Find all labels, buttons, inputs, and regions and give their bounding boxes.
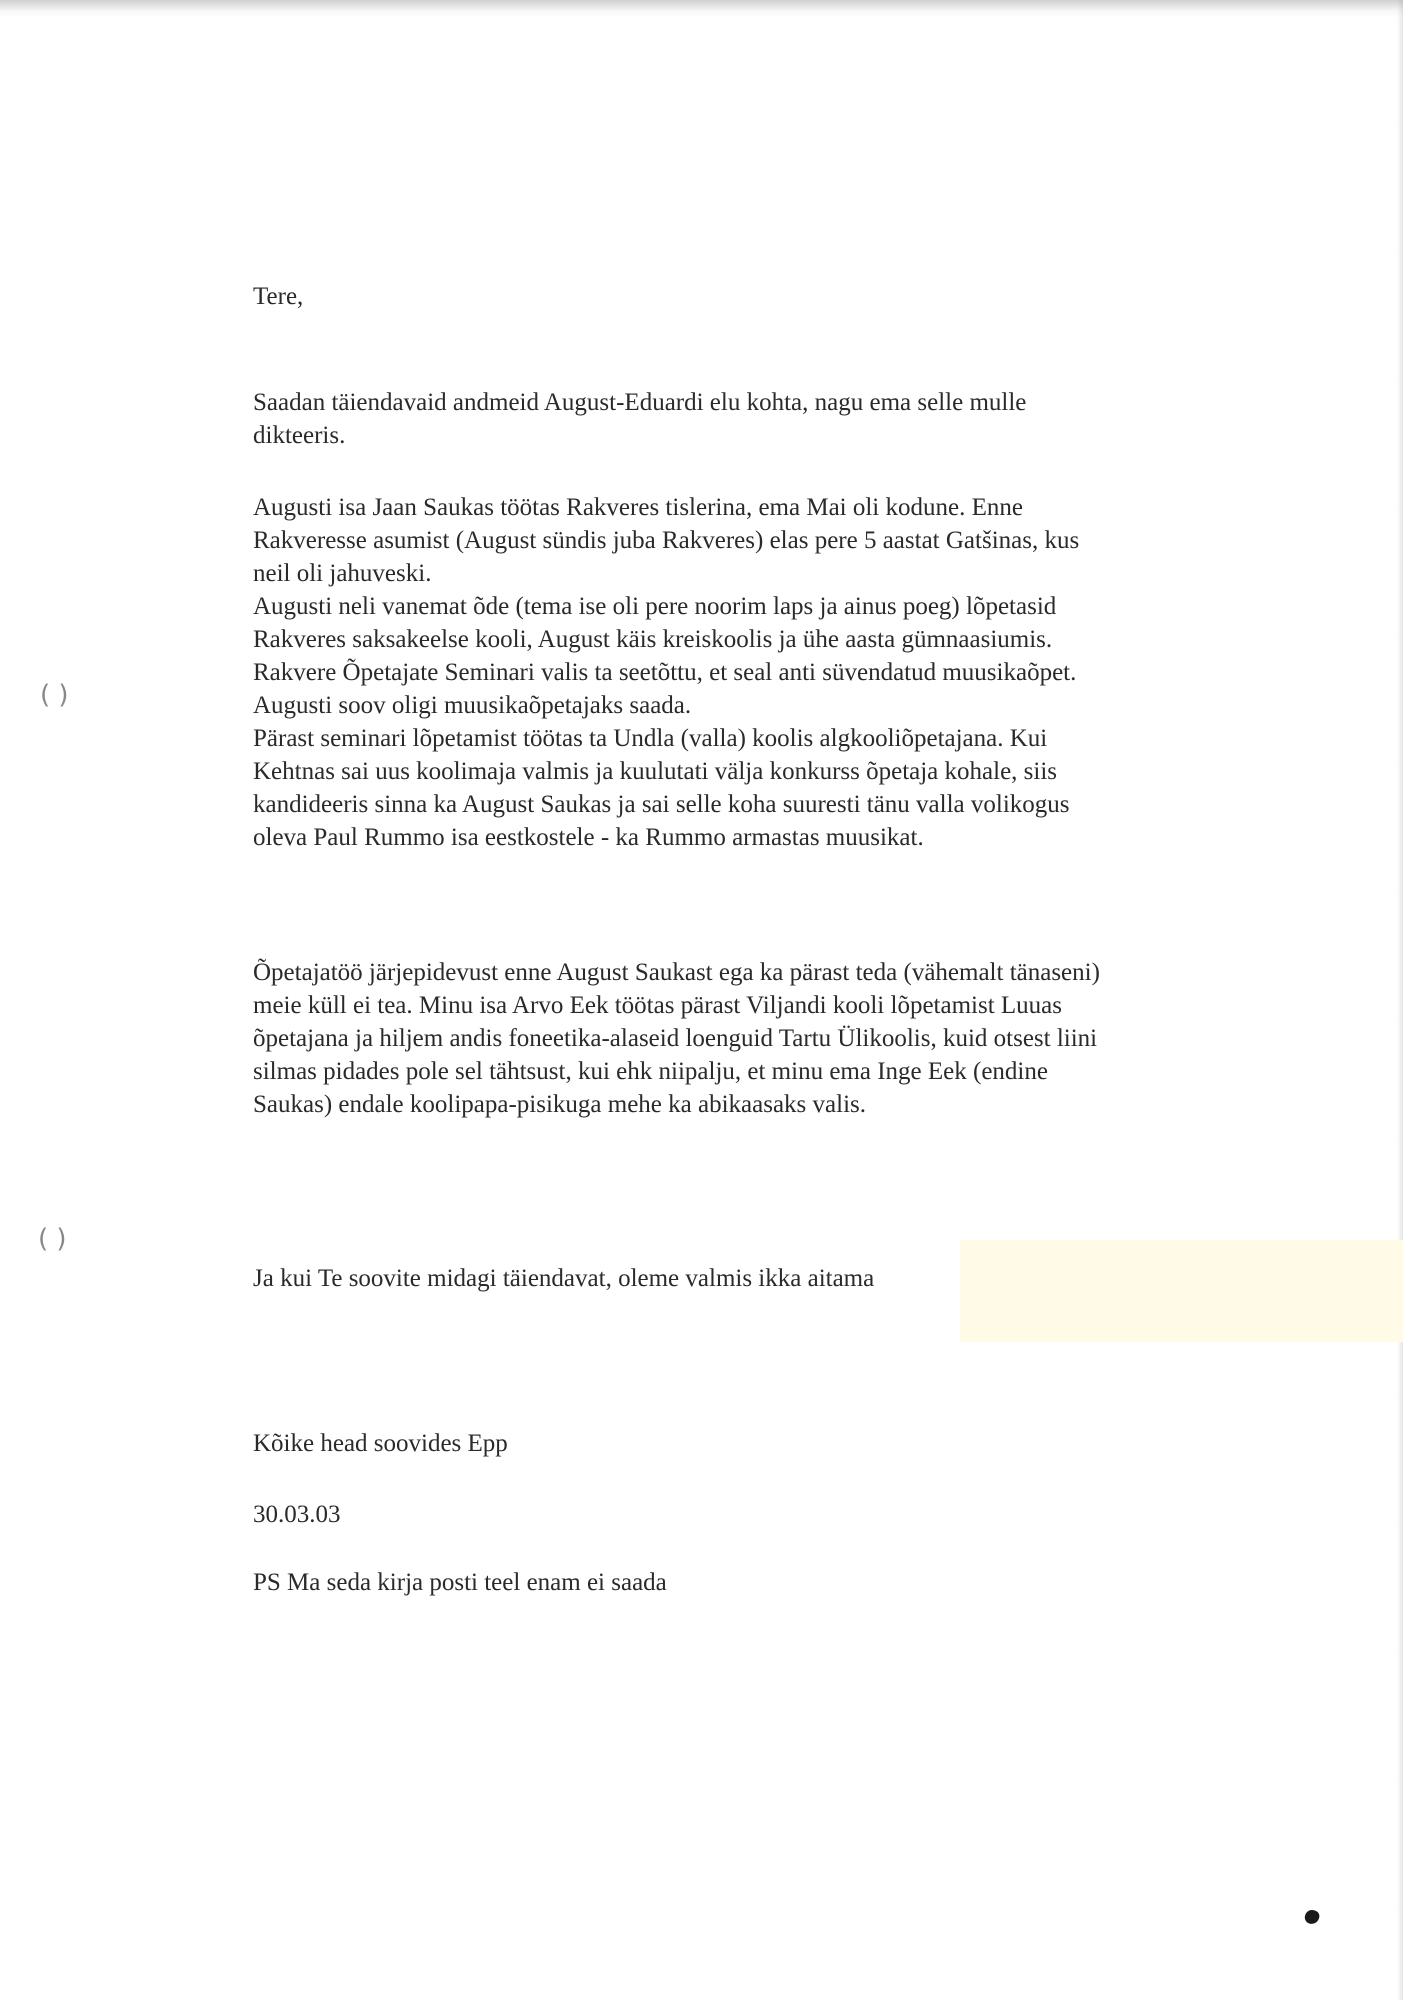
greeting-text: Tere, bbox=[253, 283, 304, 310]
paragraph-line: Pärast seminari lõpetamist töötas ta Undla (valla) koolis algkooliõpetajana. Kui bbox=[253, 725, 1048, 752]
postscript-text: PS Ma seda kirja posti teel enam ei saada bbox=[253, 1569, 667, 1596]
paragraph-line: silmas pidades pole sel tähtsust, kui ehk niipalju, et minu ema Inge Eek (endine bbox=[253, 1058, 1048, 1085]
paragraph-line: kandideeris sinna ka August Saukas ja sai selle koha suuresti tänu valla volikogus bbox=[253, 791, 1070, 818]
closing-text: Ja kui Te soovite midagi täiendavat, oleme valmis ikka aitama bbox=[253, 1265, 875, 1292]
paragraph-1 bbox=[253, 386, 1026, 452]
postscript bbox=[253, 1566, 667, 1599]
paragraph-line: Augusti soov oligi muusikaõpetajaks saada. bbox=[253, 692, 692, 719]
letter-greeting bbox=[253, 280, 303, 313]
paragraph-line: Rakvere Õpetajate Seminari valis ta seetõttu, et seal anti süvendatud muusikaõpet. bbox=[253, 659, 1077, 686]
margin-mark: ( ) bbox=[38, 1224, 67, 1254]
paragraph-3 bbox=[253, 956, 1100, 1121]
paragraph-line: Saadan täiendavaid andmeid August-Eduardi elu kohta, nagu ema selle mulle bbox=[253, 389, 1027, 416]
paragraph-line: Rakveresse asumist (August sündis juba Rakveres) elas pere 5 aastat Gatšinas, kus bbox=[253, 527, 1080, 554]
paragraph-line: Saukas) endale koolipapa-pisikuga mehe ka abikaasaks valis. bbox=[253, 1091, 867, 1118]
signoff-text: Kõike head soovides Epp bbox=[253, 1430, 508, 1457]
paragraph-line: Augusti neli vanemat õde (tema ise oli pere noorim laps ja ainus poeg) lõpetasid bbox=[253, 593, 1057, 620]
closing-line bbox=[253, 1262, 874, 1295]
margin-mark: ( ) bbox=[40, 680, 69, 710]
paragraph-line: Õpetajatöö järjepidevust enne August Saukast ega ka pärast teda (vähemalt tänaseni) bbox=[253, 959, 1100, 986]
paragraph-line: dikteeris. bbox=[253, 422, 346, 449]
signoff bbox=[253, 1427, 508, 1460]
paragraph-line: õpetajana ja hiljem andis foneetika-alaseid loenguid Tartu Ülikoolis, kuid otsest liini bbox=[253, 1025, 1098, 1052]
date-text: 30.03.03 bbox=[253, 1501, 341, 1528]
paragraph-line: meie küll ei tea. Minu isa Arvo Eek töötas pärast Viljandi kooli lõpetamist Luuas bbox=[253, 992, 1062, 1019]
paragraph-line: oleva Paul Rummo isa eestkostele - ka Rummo armastas muusikat. bbox=[253, 824, 924, 851]
paragraph-line: Kehtnas sai uus koolimaja valmis ja kuulutati välja konkurss õpetaja kohale, siis bbox=[253, 758, 1058, 785]
paragraph-2 bbox=[253, 491, 1079, 854]
letter-date bbox=[253, 1498, 341, 1531]
paragraph-line: neil oli jahuveski. bbox=[253, 560, 432, 587]
paragraph-line: Augusti isa Jaan Saukas töötas Rakveres tislerina, ema Mai oli kodune. Enne bbox=[253, 494, 1023, 521]
paragraph-line: Rakveres saksakeelse kooli, August käis kreiskoolis ja ühe aasta gümnaasiumis. bbox=[253, 626, 1053, 653]
